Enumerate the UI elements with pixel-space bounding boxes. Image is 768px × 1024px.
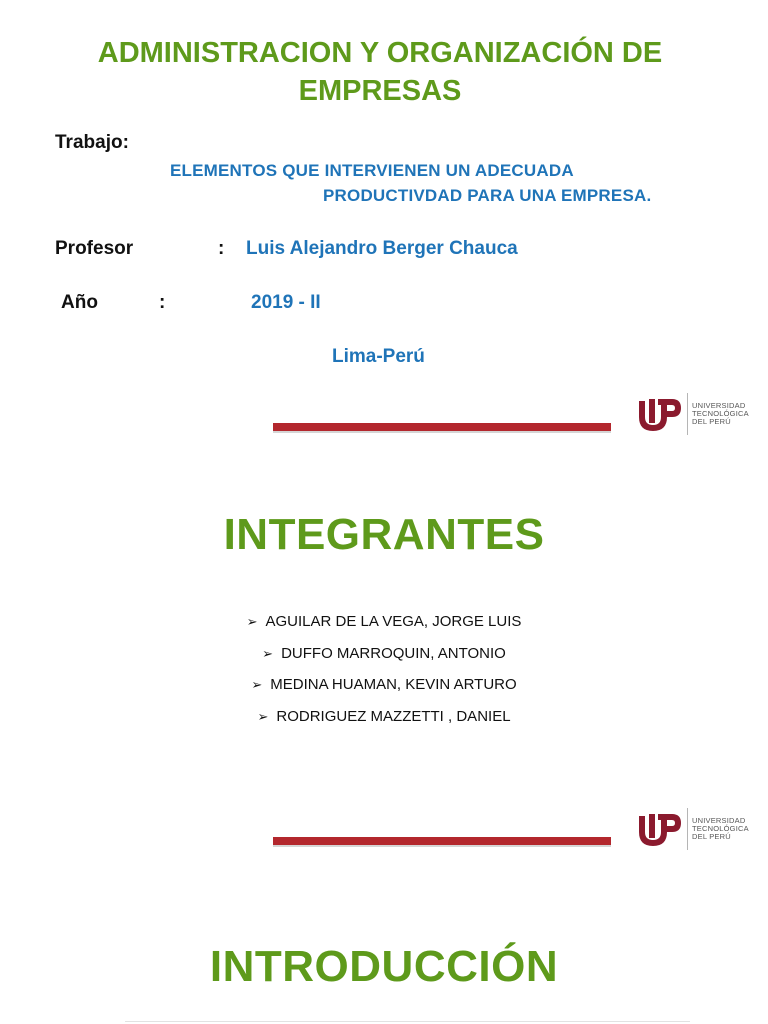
logo-line2: TECNOLÓGICA [692, 409, 749, 418]
profesor-colon: : [218, 238, 225, 259]
list-item [0, 673, 768, 705]
utp-logo [636, 393, 766, 435]
arrow-bullet-icon: ➢ [262, 645, 274, 661]
logo-text [692, 817, 749, 841]
logo-line1: UNIVERSIDAD [692, 816, 746, 825]
footer-accent-bar [273, 837, 611, 845]
list-item [0, 642, 768, 674]
logo-divider [687, 393, 688, 435]
arrow-bullet-icon: ➢ [246, 614, 258, 629]
member-name: DUFFO MARROQUIN, ANTONIO [281, 644, 506, 662]
divider [125, 1021, 690, 1022]
utp-logo-icon [636, 810, 684, 850]
anio-value: 2019 - II [251, 292, 321, 313]
logo-divider [687, 808, 688, 850]
cover-slide [0, 0, 768, 460]
member-name: MEDINA HUAMAN, KEVIN ARTURO [270, 676, 517, 693]
profesor-value: Luis Alejandro Berger Chauca [246, 238, 518, 259]
profesor-label: Profesor [55, 238, 134, 259]
anio-label: Año [61, 292, 98, 313]
trabajo-title-line2: PRODUCTIVDAD PARA UNA EMPRESA. [323, 186, 652, 205]
logo-line3: DEL PERÚ [692, 417, 731, 426]
list-item [0, 705, 768, 737]
utp-logo [636, 808, 766, 850]
member-name: AGUILAR DE LA VEGA, JORGE LUIS [265, 613, 522, 630]
anio-colon: : [159, 292, 166, 313]
arrow-bullet-icon: ➢ [257, 708, 269, 724]
introduccion-title: INTRODUCCIÓN [209, 942, 559, 991]
integrantes-title: INTEGRANTES [223, 510, 545, 559]
list-item [0, 610, 768, 642]
logo-text [692, 402, 749, 426]
footer-accent-bar [273, 423, 611, 431]
utp-logo-icon [636, 395, 684, 435]
logo-line1: UNIVERSIDAD [692, 401, 746, 410]
arrow-bullet-icon: ➢ [251, 677, 263, 692]
members-list [0, 610, 768, 736]
member-name: RODRIGUEZ MAZZETTI , DANIEL [276, 707, 511, 725]
course-title: ADMINISTRACION Y ORGANIZACIÓN DE EMPRESAS [97, 37, 663, 107]
trabajo-label: Trabajo: [55, 132, 129, 153]
logo-line3: DEL PERÚ [692, 832, 731, 841]
city-label: Lima-Perú [332, 346, 425, 367]
trabajo-title-line1: ELEMENTOS QUE INTERVIENEN UN ADECUADA [170, 161, 574, 180]
logo-line2: TECNOLÓGICA [692, 824, 749, 833]
